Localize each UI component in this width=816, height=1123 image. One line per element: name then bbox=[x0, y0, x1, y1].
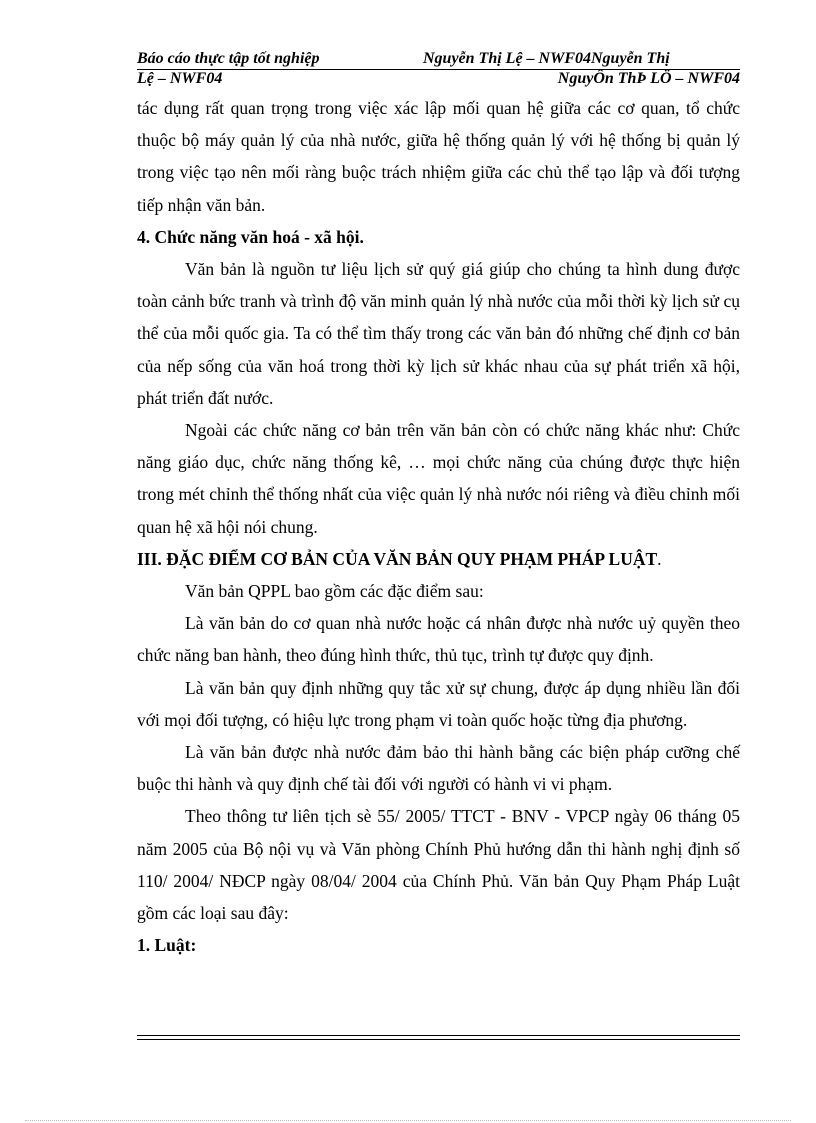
report-title: Báo cáo thực tập tốt nghiệp bbox=[137, 50, 320, 67]
chapter-heading-text: III. ĐẶC ĐIỂM CƠ BẢN CỦA VĂN BẢN QUY PHẠM PHÁP LUẬT bbox=[137, 548, 658, 569]
author-name-continued: Lệ – NWF04 bbox=[137, 70, 223, 87]
page-boundary bbox=[25, 1120, 791, 1121]
paragraph: Theo thông tư liên tịch sè 55/ 2005/ TTCT - BNV - VPCP ngày 06 tháng 05 năm 2005 của Bộ nội vụ và Văn phòng Chính Phủ hướng dẫn thi hành nghị định số 110/ 2004/ NĐCP ngày 08/04/ 2004 của Chính Phủ. Văn bản Quy Phạm Pháp Luật gồm các loại sau đây: bbox=[137, 806, 740, 924]
author-name: Nguyễn Thị Lệ – NWF04Nguyễn Thị bbox=[423, 50, 670, 67]
paragraph: Văn bản QPPL bao gồm các đặc điểm sau: bbox=[185, 581, 484, 602]
paragraph: Ngoài các chức năng cơ bản trên văn bản còn có chức năng khác như: Chức năng giáo dục, chức năng thống kê, … mọi chức năng của chúng được thực hiện trong mét chỉnh thể thống nhất của việc quản lý nhà nước nói riêng và điều chỉnh mối quan hệ xã hội nói chung. bbox=[137, 420, 740, 537]
chapter-heading bbox=[137, 543, 740, 575]
section-heading: 4. Chức năng văn hoá - xã hội. bbox=[137, 226, 364, 247]
author-name-encoded: NguyÔn ThÞ LÖ – NWF04 bbox=[557, 70, 740, 87]
chapter-heading-period: . bbox=[657, 548, 662, 569]
paragraph: Là văn bản được nhà nước đảm bảo thi hành bằng các biện pháp cưỡng chế buộc thi hành và quy định chế tài đối với người có hành vi vi phạm. bbox=[137, 742, 740, 795]
paragraph: tác dụng rất quan trọng trong việc xác lập mối quan hệ giữa các cơ quan, tổ chức thuộc bộ máy quản lý của nhà nước, giữa hệ thống quản lý với hệ thống bị quản lý trong việc tạo nên mối ràng buộc trách nhiệm giữa các chủ thể tạo lập và đối tượng tiếp nhận văn bản. bbox=[137, 98, 740, 215]
section-heading: 1. Luật: bbox=[137, 935, 197, 956]
document-body bbox=[137, 92, 740, 961]
footer-rule bbox=[137, 1035, 740, 1036]
paragraph: Văn bản là nguồn tư liệu lịch sử quý giá giúp cho chúng ta hình dung được toàn cảnh bức tranh và trình độ văn minh quản lý nhà nước của mỗi thời kỳ lịch sử cụ thể của mỗi quốc gia. Ta có thể tìm thấy trong các văn bản đó những chế định cơ bản của nếp sống của văn hoá trong thời kỳ lịch sử khác nhau của sự phát triển xã hội, phát triển đất nước. bbox=[137, 259, 740, 408]
footer-rule bbox=[137, 1039, 740, 1040]
paragraph: Là văn bản quy định những quy tắc xử sự chung, được áp dụng nhiều lần đối với mọi đối tượng, có hiệu lực trong phạm vi toàn quốc hoặc từng địa phương. bbox=[137, 677, 740, 730]
paragraph: Là văn bản do cơ quan nhà nước hoặc cá nhân được nhà nước uỷ quyền theo chức năng ban hành, theo đúng hình thức, thủ tục, trình tự được quy định. bbox=[137, 613, 740, 666]
